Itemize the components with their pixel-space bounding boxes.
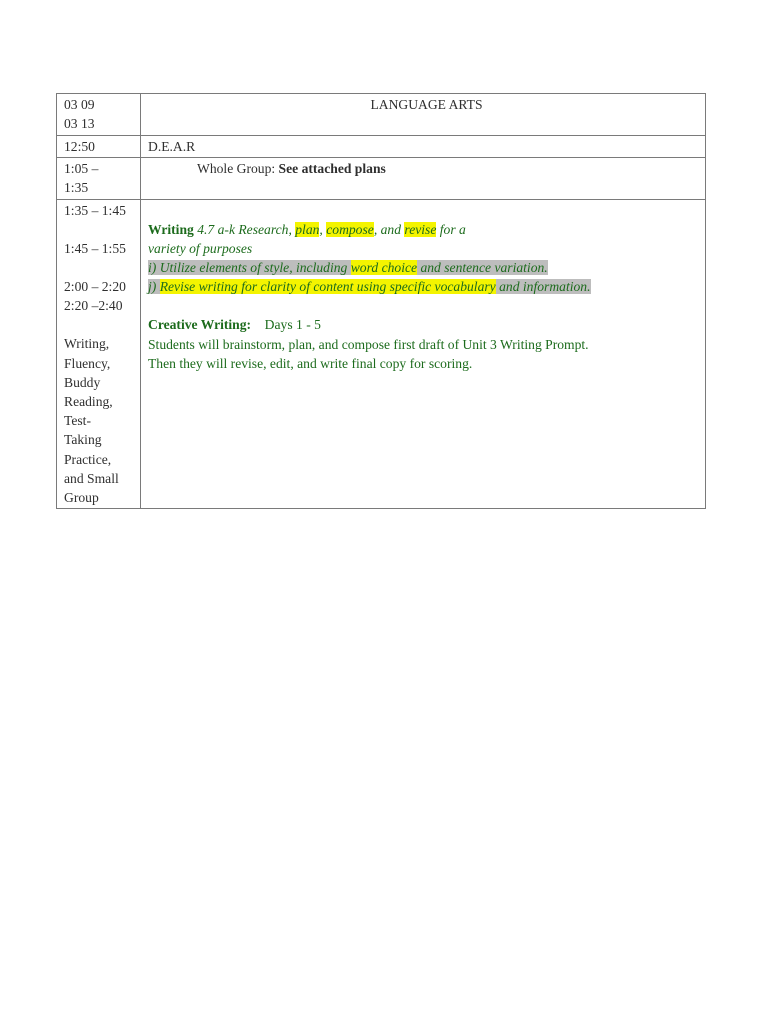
header-row (57, 94, 706, 136)
activity-word: Fluency, (64, 355, 111, 371)
activity-word: Reading, (64, 394, 113, 410)
activity-word: Buddy (64, 374, 101, 390)
time-slot: 1:45 – 1:55 (64, 240, 126, 256)
dear-time: 12:50 (57, 136, 141, 158)
standard-i: i) Utilize elements of style, including word choice and sentence variation. (148, 260, 548, 276)
activity-word: Practice, (64, 451, 112, 467)
writing-standard-line-2: variety of purposes (148, 240, 253, 256)
standard-j: j) Revise writing for clarity of content using specific vocabulary and information. (148, 279, 591, 295)
whole-group-time (57, 158, 141, 199)
dates-cell (57, 94, 141, 136)
main-time-cell (57, 199, 141, 509)
subject-cell (141, 94, 706, 136)
activity-word: Group (64, 490, 99, 506)
dear-activity: D.E.A.R (141, 136, 706, 158)
activity-word: Writing, (64, 336, 110, 352)
highlight-revise-writing: Revise writing for clarity of content using specific vocabulary (159, 279, 496, 295)
main-content-cell (141, 199, 706, 509)
highlight-compose: compose (326, 221, 374, 237)
writing-standard-line: Writing 4.7 a-k Research, plan, compose, and revise for a (148, 221, 466, 237)
highlight-revise: revise (404, 221, 437, 237)
activity-word: and Small (64, 470, 119, 486)
highlight-word-choice: word choice (350, 260, 418, 276)
dear-row (57, 136, 706, 158)
time-slot: 2:20 –2:40 (64, 298, 123, 314)
date-start: 03 09 (64, 97, 95, 112)
subject-title: LANGUAGE ARTS (370, 97, 483, 112)
creative-writing-heading: Creative Writing: (148, 317, 252, 333)
highlight-plan: plan (295, 221, 320, 237)
time-slot: 2:00 – 2:20 (64, 279, 126, 295)
whole-group-plans: See attached plans (278, 161, 386, 177)
whole-group-row (57, 158, 706, 199)
whole-group-time-end: 1:35 (64, 180, 89, 196)
creative-writing-days: Days 1 - 5 (251, 317, 321, 333)
lesson-plan-table (56, 93, 706, 509)
creative-writing-line-1: Students will brainstorm, plan, and compose first draft of Unit 3 Writing Prompt. (148, 336, 589, 352)
main-row (57, 199, 706, 509)
whole-group-time-start: 1:05 – (64, 161, 99, 177)
activity-word: Test- (64, 413, 91, 429)
date-end: 03 13 (64, 116, 95, 132)
creative-writing-line-2: Then they will revise, edit, and write final copy for scoring. (148, 355, 473, 371)
whole-group-cell (141, 158, 706, 199)
activity-word: Taking (64, 432, 102, 448)
time-slot: 1:35 – 1:45 (64, 202, 126, 218)
writing-heading: Writing (148, 221, 194, 237)
whole-group-label: Whole Group: (197, 161, 279, 177)
creative-writing-heading-line (148, 315, 705, 334)
